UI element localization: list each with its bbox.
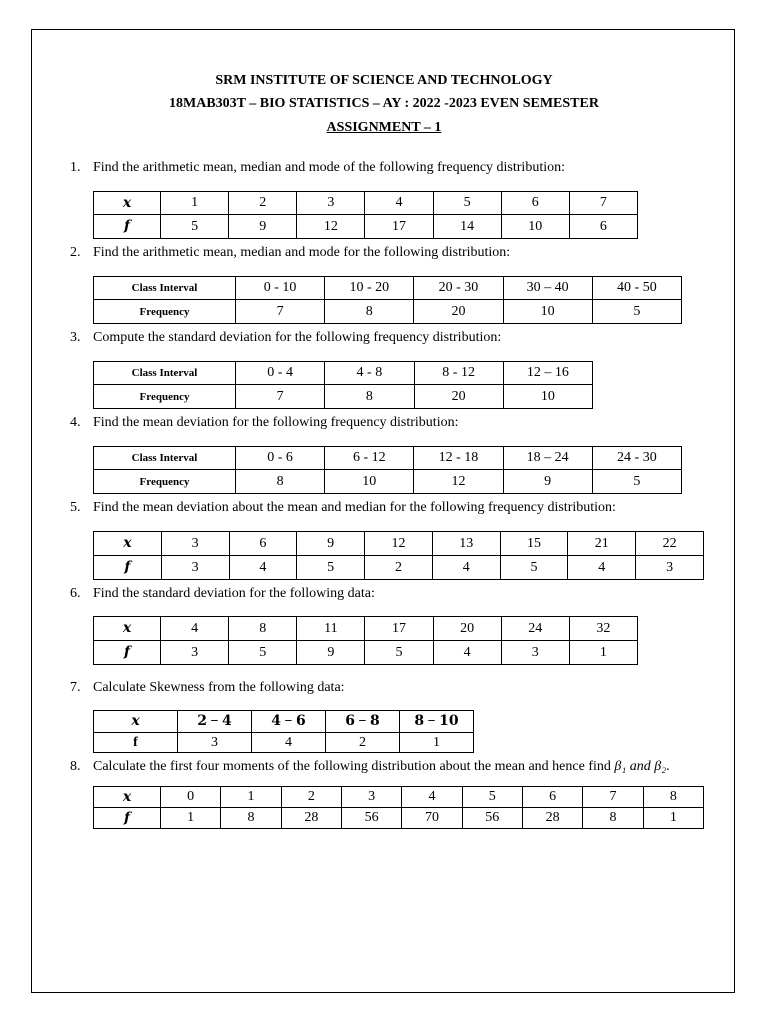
table-cell: 18 – 24 (503, 447, 592, 470)
table-row (94, 300, 682, 324)
table-cell: 0 (161, 787, 221, 808)
question-6 (70, 586, 375, 602)
table-cell: 9 (297, 641, 365, 665)
table-row (94, 641, 638, 665)
table-cell: 4 (252, 733, 326, 753)
table-cell: 3 (161, 641, 229, 665)
table-q1 (93, 191, 638, 239)
table-cell: 4 (402, 787, 462, 808)
table-cell: 14 (433, 215, 501, 239)
table-cell: 8 - 12 (414, 362, 503, 385)
question-1 (70, 160, 565, 176)
table-cell: 56 (341, 808, 401, 829)
question-7 (70, 680, 345, 696)
table-cell: 4 (433, 641, 501, 665)
table-cell: 11 (297, 617, 365, 641)
question-number: 7. (70, 680, 81, 695)
question-number: 3. (70, 330, 81, 345)
table-cell: 𝒙 (94, 617, 161, 641)
table-cell: 8 (236, 470, 325, 494)
table-cell: 5 (462, 787, 522, 808)
table-cell: 4 (229, 556, 297, 580)
table-cell: 5 (592, 300, 681, 324)
table-row (94, 532, 704, 556)
table-cell: Frequency (94, 385, 236, 409)
question-math: β₁ and β₂ (614, 759, 667, 774)
table-cell: 3 (297, 192, 365, 215)
table-cell: 𝟔 − 𝟖 (326, 711, 400, 733)
table-cell: 4 (568, 556, 636, 580)
table-cell: 8 (229, 617, 297, 641)
table-row (94, 556, 704, 580)
question-4 (70, 415, 458, 431)
table-cell: 5 (500, 556, 568, 580)
table-cell: 1 (569, 641, 637, 665)
table-cell: 24 (501, 617, 569, 641)
table-row (94, 470, 682, 494)
table-cell: 8 (325, 300, 414, 324)
table-q7 (93, 710, 474, 753)
table-cell: 3 (161, 532, 229, 556)
table-cell: 7 (236, 385, 325, 409)
table-cell: 0 - 4 (236, 362, 325, 385)
table-cell: 0 - 10 (236, 277, 325, 300)
table-cell: 5 (297, 556, 365, 580)
table-cell: 5 (365, 641, 433, 665)
table-cell: 56 (462, 808, 522, 829)
table-cell: 8 (643, 787, 703, 808)
table-cell: 8 (583, 808, 643, 829)
question-5 (70, 500, 616, 516)
table-cell: 1 (161, 808, 221, 829)
table-cell: 6 (501, 192, 569, 215)
table-cell: 22 (636, 532, 704, 556)
table-cell: 3 (341, 787, 401, 808)
table-cell: Class Interval (94, 447, 236, 470)
table-cell: 1 (161, 192, 229, 215)
table-cell: 2 (365, 556, 433, 580)
table-cell: 17 (365, 617, 433, 641)
table-cell: 2 (326, 733, 400, 753)
table-cell: 𝟐 − 𝟒 (178, 711, 252, 733)
table-cell: 7 (569, 192, 637, 215)
table-cell: 𝒙 (94, 532, 162, 556)
question-2 (70, 245, 510, 261)
question-text: Find the arithmetic mean, median and mode for the following distribution: (93, 245, 511, 260)
table-cell: 70 (402, 808, 462, 829)
table-cell: 3 (178, 733, 252, 753)
table-cell: 17 (365, 215, 433, 239)
table-row (94, 617, 638, 641)
table-cell: 10 (503, 300, 592, 324)
table-cell: f (94, 733, 178, 753)
table-cell: 3 (636, 556, 704, 580)
table-row (94, 447, 682, 470)
question-text: Find the mean deviation for the following frequency distribution: (93, 415, 459, 430)
table-cell: Class Interval (94, 277, 236, 300)
table-row (94, 733, 474, 753)
assignment-title: ASSIGNMENT – 1 (326, 120, 442, 135)
question-number: 6. (70, 586, 81, 601)
question-text: Calculate the first four moments of the following distribution about the mean and hence find (93, 759, 611, 774)
table-cell: 30 – 40 (503, 277, 592, 300)
table-cell: 8 (325, 385, 414, 409)
table-cell: 32 (569, 617, 637, 641)
table-cell: 5 (592, 470, 681, 494)
question-3 (70, 330, 501, 346)
table-cell: 2 (281, 787, 341, 808)
table-cell: 9 (503, 470, 592, 494)
table-cell: 3 (501, 641, 569, 665)
question-text: Calculate Skewness from the following data: (93, 680, 345, 695)
table-cell: 0 - 6 (236, 447, 325, 470)
table-cell: Class Interval (94, 362, 236, 385)
table-cell: 𝒇 (94, 808, 161, 829)
table-cell: 1 (400, 733, 474, 753)
table-q8 (93, 786, 704, 829)
question-text: Find the mean deviation about the mean and median for the following frequency distribution: (93, 500, 616, 515)
table-cell: 𝒙 (94, 711, 178, 733)
table-cell: 24 - 30 (592, 447, 681, 470)
table-cell: 4 - 8 (325, 362, 414, 385)
question-text: Compute the standard deviation for the following frequency distribution: (93, 330, 502, 345)
table-cell: 20 (414, 300, 503, 324)
table-cell: 10 (503, 385, 592, 409)
table-cell: 12 (297, 215, 365, 239)
table-cell: 5 (229, 641, 297, 665)
table-cell: 𝟒 − 𝟔 (252, 711, 326, 733)
table-cell: 6 (522, 787, 582, 808)
table-cell: 4 (161, 617, 229, 641)
table-cell: 12 (414, 470, 503, 494)
table-cell: 21 (568, 532, 636, 556)
table-cell: 6 (229, 532, 297, 556)
table-cell: 3 (161, 556, 229, 580)
table-cell: 12 - 18 (414, 447, 503, 470)
table-cell: 40 - 50 (592, 277, 681, 300)
table-cell: 28 (522, 808, 582, 829)
table-cell: 7 (236, 300, 325, 324)
table-cell: Frequency (94, 300, 236, 324)
table-cell: 20 (433, 617, 501, 641)
table-cell: 20 - 30 (414, 277, 503, 300)
table-q5 (93, 531, 704, 580)
table-cell: 10 - 20 (325, 277, 414, 300)
table-q3 (93, 361, 593, 409)
table-row (94, 711, 474, 733)
table-cell: 𝒙 (94, 192, 161, 215)
table-cell: 7 (583, 787, 643, 808)
table-cell: 1 (643, 808, 703, 829)
question-number: 4. (70, 415, 81, 430)
question-text: Find the arithmetic mean, median and mode of the following frequency distribution: (93, 160, 565, 175)
table-q4 (93, 446, 682, 494)
table-cell: 9 (229, 215, 297, 239)
table-cell: 2 (229, 192, 297, 215)
table-cell: 13 (432, 532, 500, 556)
table-q2 (93, 276, 682, 324)
table-row (94, 277, 682, 300)
table-cell: 𝒇 (94, 641, 161, 665)
institute-title: SRM INSTITUTE OF SCIENCE AND TECHNOLOGY (215, 73, 553, 88)
table-cell: 20 (414, 385, 503, 409)
table-cell: 𝟖 − 𝟏𝟎 (400, 711, 474, 733)
question-8 (70, 759, 670, 775)
table-cell: 6 (569, 215, 637, 239)
question-number: 2. (70, 245, 81, 260)
table-cell: 12 – 16 (503, 362, 592, 385)
table-cell: 5 (433, 192, 501, 215)
table-cell: 𝒇 (94, 215, 161, 239)
table-cell: 10 (501, 215, 569, 239)
table-q6 (93, 616, 638, 665)
question-text: Find the standard deviation for the following data: (93, 586, 375, 601)
question-end: . (666, 759, 670, 774)
table-cell: 6 - 12 (325, 447, 414, 470)
table-cell: 4 (432, 556, 500, 580)
table-cell: 4 (365, 192, 433, 215)
table-cell: 28 (281, 808, 341, 829)
table-cell: 1 (221, 787, 281, 808)
question-number: 5. (70, 500, 81, 515)
table-cell: 9 (297, 532, 365, 556)
table-row (94, 787, 704, 808)
table-cell: Frequency (94, 470, 236, 494)
table-row (94, 215, 638, 239)
table-cell: 8 (221, 808, 281, 829)
table-row (94, 385, 593, 409)
table-cell: 5 (161, 215, 229, 239)
table-row (94, 362, 593, 385)
table-cell: 12 (365, 532, 433, 556)
question-number: 1. (70, 160, 81, 175)
table-cell: 15 (500, 532, 568, 556)
table-row (94, 808, 704, 829)
table-row (94, 192, 638, 215)
question-number: 8. (70, 759, 81, 774)
table-cell: 10 (325, 470, 414, 494)
table-cell: 𝒙 (94, 787, 161, 808)
table-cell: 𝒇 (94, 556, 162, 580)
course-title: 18MAB303T – BIO STATISTICS – AY : 2022 -2023 EVEN SEMESTER (169, 96, 599, 111)
